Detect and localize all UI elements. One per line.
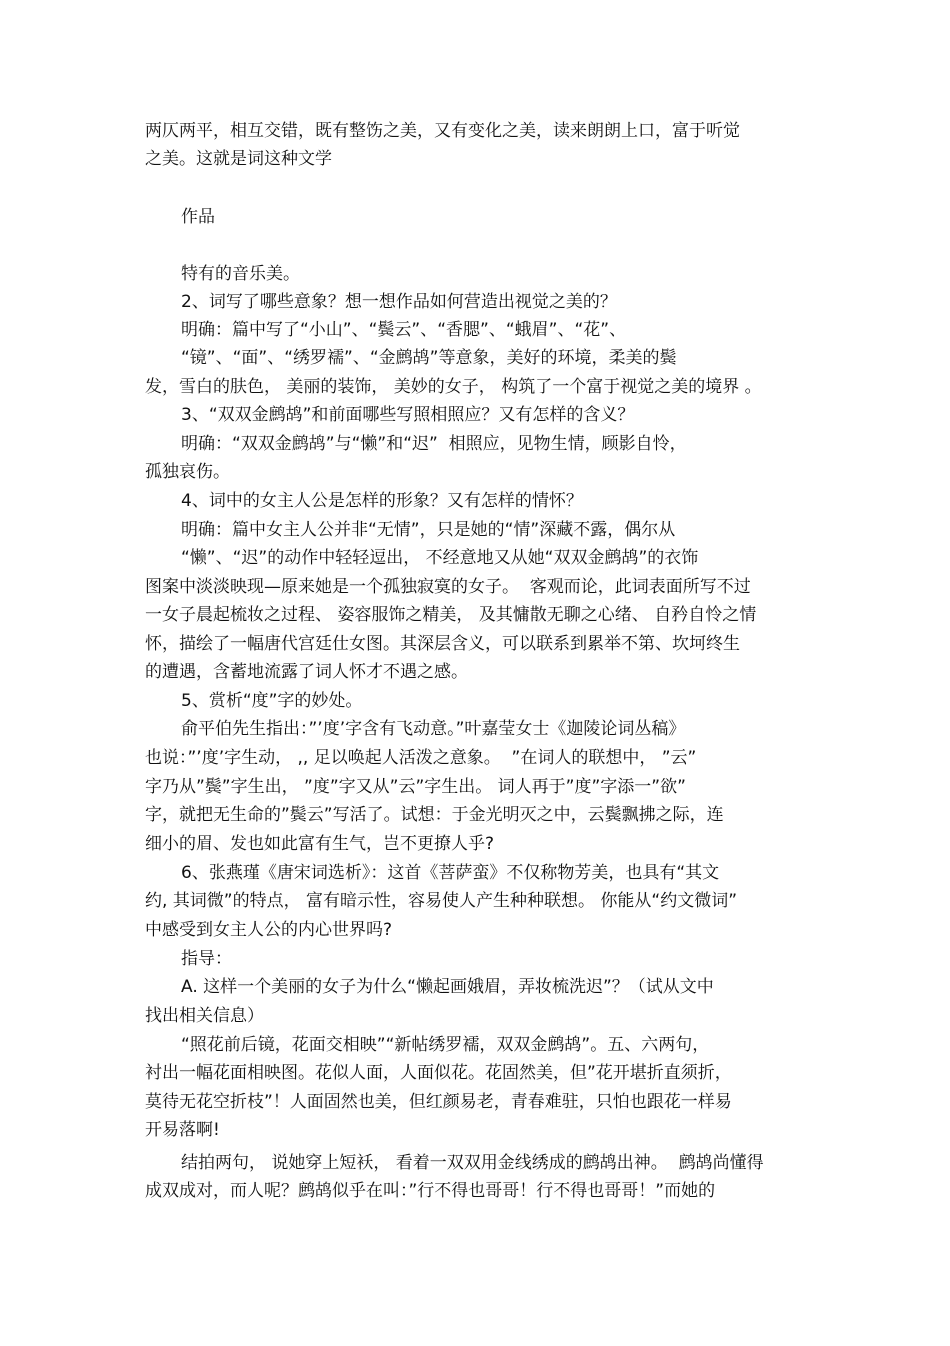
text-line: 特有的音乐美。 — [181, 264, 300, 284]
text-line: 怀，描绘了一幅唐代宫廷仕女图。其深层含义，可以联系到累举不第、坎坷终生 — [145, 634, 740, 654]
text-line: 孤独哀伤。 — [145, 462, 230, 482]
text-line: 字乃从”鬓”字生出， ”度”字又从”云”字生出。 词人再于”度”字添一”欲” — [145, 777, 686, 797]
text-line: 作品 — [181, 207, 215, 227]
text-line: A. 这样一个美丽的女子为什么“懒起画娥眉，弄妆梳洗迟”？（试从文中 — [181, 977, 714, 997]
text-line: 两仄两平，相互交错，既有整饬之美，又有变化之美，读来朗朗上口，富于听觉 — [145, 121, 740, 141]
text-line: 图案中淡淡映现—原来她是一个孤独寂寞的女子。 客观而论，此词表面所写不过 — [145, 577, 751, 597]
text-line: 俞平伯先生指出：”’度’字含有飞动意。”叶嘉莹女士《迦陵论词丛稿》 — [181, 719, 686, 739]
question-heading: 4、词中的女主人公是怎样的形象？又有怎样的情怀？ — [181, 491, 583, 511]
question-heading: 6、张燕瑾《唐宋词选析》：这首《菩萨蛮》不仅称物芳美，也具有“其文 — [181, 863, 720, 883]
text-line: 衬出一幅花面相映图。花似人面，人面似花。花固然美，但”花开堪折直须折， — [145, 1063, 732, 1083]
text-line: 明确：“双双金鹧鸪”与“懒”和“迟” 相照应，见物生情，顾影自怜， — [181, 434, 687, 454]
question-heading: 2、词写了哪些意象？想一想作品如何营造出视觉之美的？ — [181, 292, 617, 312]
text-line: 成双成对，而人呢？鹧鸪似乎在叫：”行不得也哥哥！行不得也哥哥！”而她的 — [145, 1181, 716, 1201]
text-line: 明确：篇中女主人公并非“无情”，只是她的“情”深藏不露，偶尔从 — [181, 520, 676, 540]
text-line: 约, 其词微”的特点， 富有暗示性，容易使人产生种种联想。 你能从“约文微词” — [145, 891, 738, 911]
text-line: 细小的眉、发也如此富有生气，岂不更撩人乎? — [145, 834, 495, 854]
text-line: 找出相关信息） — [145, 1006, 264, 1026]
guidance-label: 指导： — [181, 949, 232, 969]
text-line: 一女子晨起梳妆之过程、 姿容服饰之精美， 及其慵散无聊之心绪、 自矜自怜之情 — [145, 605, 757, 625]
text-line: 之美。这就是词这种文学 — [145, 149, 332, 169]
text-line: 明确：篇中写了“小山”、“鬓云”、“香腮”、“蛾眉”、“花”、 — [181, 320, 627, 340]
text-line: 中感受到女主人公的内心世界吗? — [145, 920, 393, 940]
text-line: 结拍两句， 说她穿上短袄， 看着一双双用金线绣成的鹧鸪出神。 鹧鸪尚懂得 — [181, 1153, 764, 1173]
text-line: 发，雪白的肤色， 美丽的装饰， 美妙的女子， 构筑了一个富于视觉之美的境界 。 — [145, 377, 762, 397]
text-line: 开易落啊! — [145, 1120, 220, 1140]
text-line: 也说：”’度’字生动， ,, 足以唤起人活泼之意象。 ”在词人的联想中， ”云” — [145, 748, 697, 768]
text-line: “镜”、“面”、“绣罗襦”、“金鹧鸪”等意象，美好的环境，柔美的鬓 — [181, 348, 677, 368]
text-line: “懒”、“迟”的动作中轻轻逗出， 不经意地又从她“双双金鹧鸪”的衣饰 — [181, 548, 699, 568]
text-line: 的遭遇，含蓄地流露了词人怀才不遇之感。 — [145, 662, 468, 682]
text-line: 莫待无花空折枝”！人面固然也美，但红颜易老，青春难驻，只怕也跟花一样易 — [145, 1092, 732, 1112]
text-line: 字，就把无生命的”鬓云”写活了。试想：于金光明灭之中，云鬓飘拂之际，连 — [145, 805, 724, 825]
text-line: “照花前后镜，花面交相映”“新帖绣罗襦，双双金鹧鸪”。五、六两句， — [181, 1035, 710, 1055]
question-heading: 3、“双双金鹧鸪”和前面哪些写照相照应？又有怎样的含义？ — [181, 405, 635, 425]
question-heading: 5、赏析“度”字的妙处。 — [181, 691, 363, 711]
